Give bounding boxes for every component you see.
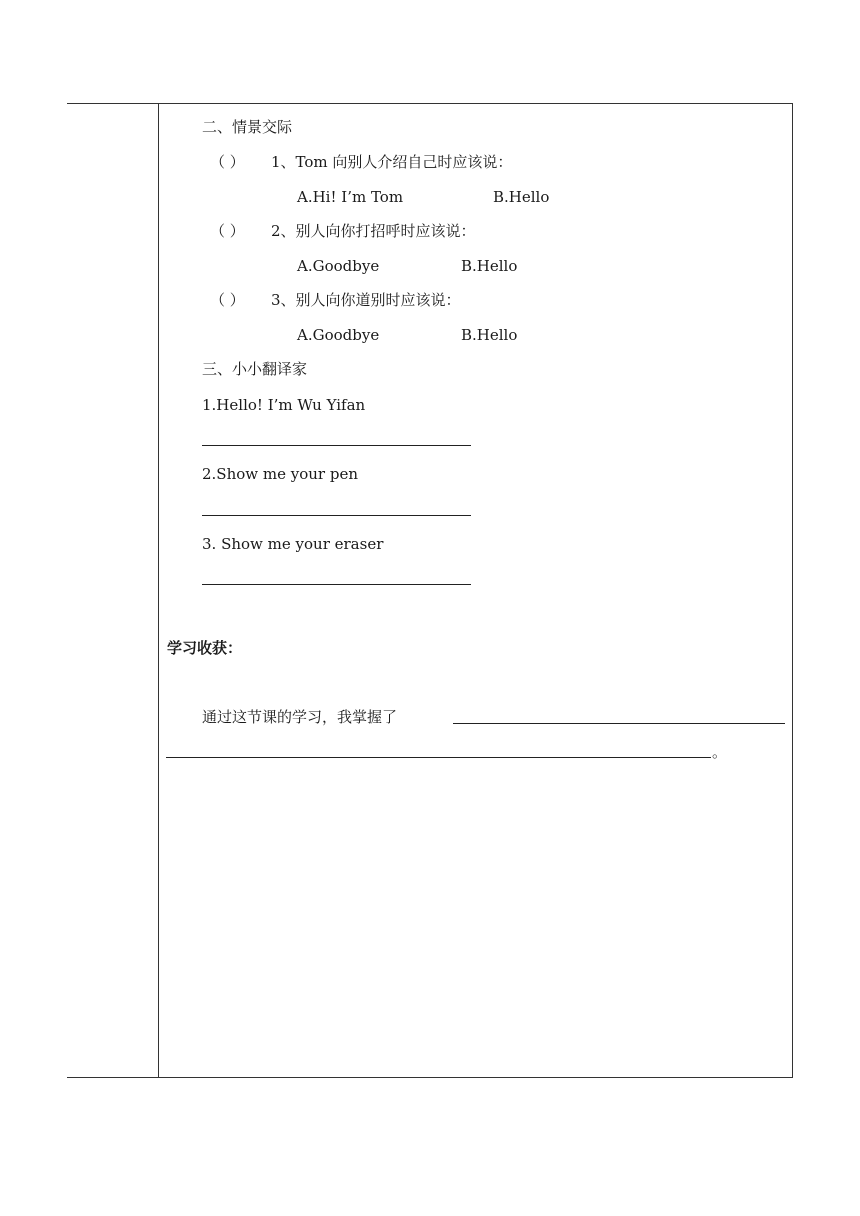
question-1-option-b: B.Hello	[493, 188, 550, 206]
translation-item-1: 1.Hello! I’m Wu Yifan	[202, 396, 366, 414]
harvest-end-mark: 。	[712, 743, 728, 761]
question-1-option-a: A.Hi! I’m Tom	[297, 188, 404, 206]
table-top-border	[67, 103, 793, 104]
harvest-answer-line-2[interactable]	[166, 757, 711, 758]
question-3-option-a: A.Goodbye	[297, 326, 380, 344]
question-2-option-b: B.Hello	[461, 257, 518, 275]
translation-answer-line-2[interactable]	[202, 515, 471, 516]
question-3-text: 3、别人向你道别时应该说：	[271, 291, 461, 309]
question-3-paren[interactable]: （ ）	[210, 291, 245, 309]
table-column-divider	[158, 103, 159, 1078]
translation-item-3: 3. Show me your eraser	[202, 535, 384, 553]
section3-title: 三、小小翻译家	[202, 360, 308, 378]
harvest-title: 学习收获：	[167, 639, 243, 657]
table-bottom-border	[67, 1077, 793, 1078]
translation-item-2: 2.Show me your pen	[202, 465, 358, 483]
translation-answer-line-1[interactable]	[202, 445, 471, 446]
question-1-paren[interactable]: （ ）	[210, 153, 245, 171]
question-1-text: 1、Tom 向别人介绍自己时应该说：	[271, 153, 513, 171]
harvest-answer-line-1[interactable]	[453, 723, 785, 724]
table-right-border	[792, 103, 793, 1078]
question-3-option-b: B.Hello	[461, 326, 518, 344]
question-2-text: 2、别人向你打招呼时应该说：	[271, 222, 476, 240]
section2-title: 二、情景交际	[202, 118, 293, 136]
translation-answer-line-3[interactable]	[202, 584, 471, 585]
harvest-sentence: 通过这节课的学习，我掌握了	[202, 708, 398, 726]
question-2-option-a: A.Goodbye	[297, 257, 380, 275]
question-2-paren[interactable]: （ ）	[210, 222, 245, 240]
